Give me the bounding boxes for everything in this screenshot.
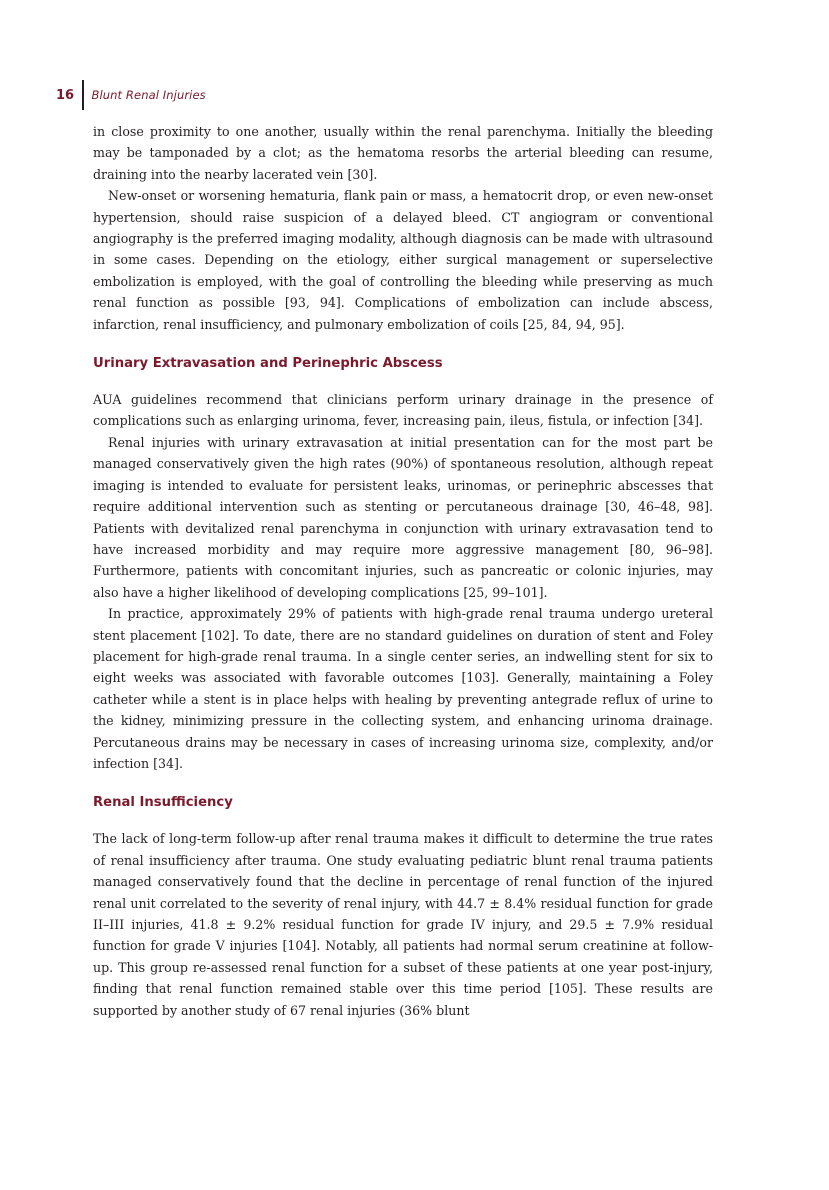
paragraph-delayed-bleed: New-onset or worsening hematuria, flank pain or mass, a hematocrit drop, or even new-onset hypertension, should raise suspicion of a delayed bleed. CT angiogram or conventional angiography is the preferred imaging modality, although diagnosis can be made with ultrasound in some cases. Depending on the etiology, either surgical management or superselective embolization is employed, with the goal of controlling the bleeding while preserving as much renal function as possible [93, 94]. Complications of embolization can include abscess, infarction, renal insufficiency, and pulmonary embolization of coils [25, 84, 94, 95]. (93, 188, 713, 332)
paragraph-renal-insufficiency: The lack of long-term follow-up after renal trauma makes it difficult to determine the true rates of renal insufficiency after trauma. One study evaluating pediatric blunt renal trauma patients managed conservatively found that the decline in percentage of renal function of the injured renal unit correlated to the severity of renal injury, with 44.7 ± 8.4% residual function for grade II–III injuries, 41.8 ± 9.2% residual function for grade IV injury, and 29.5 ± 7.9% residual function for grade V injuries [104]. Notably, all patients had normal serum creatinine at follow-up. This group re-assessed renal function for a subset of these patients at one year post-injury, finding that renal function remained stable over this time period [105]. These results are supported by another study of 67 renal injuries (36% blunt (93, 831, 713, 1018)
section-heading-renal-insufficiency: Renal Insufficiency (93, 795, 233, 811)
running-title: Blunt Renal Injuries (91, 88, 206, 102)
paragraph-extravasation-management: Renal injuries with urinary extravasation at initial presentation can for the most part be managed conservatively given the high rates (90%) of spontaneous resolution, although repeat imaging is intended to evaluate for persistent leaks, urinomas, or perinephric abscesses that require additional intervention such as stenting or percutaneous drainage [30, 46–48, 98]. Patients with devitalized renal parenchyma in conjunction with urinary extravasation tend to have increased morbidity and may require more aggressive management [80, 96–98]. Furthermore, patients with concomitant injuries, such as pancreatic or colonic injuries, may also have a higher likelihood of developing complications [25, 99–101]. (93, 434, 713, 600)
section-heading-urinary-extravasation: Urinary Extravasation and Perinephric Abscess (93, 356, 443, 372)
paragraph-stent-placement: In practice, approximately 29% of patients with high-grade renal trauma undergo ureteral stent placement [102]. To date, there are no standard guidelines on duration of stent and Foley placement for high-grade renal trauma. In a single center series, an indwelling stent for six to eight weeks was associated with favorable outcomes [103]. Generally, maintaining a Foley catheter while a stent is in place helps with healing by preventing antegrade reflux of urine to the kidney, minimizing pressure in the collecting system, and enhancing urinoma drainage. Percutaneous drains may be necessary in cases of increasing urinoma size, complexity, and/or infection [34]. (93, 606, 713, 771)
paragraph-continued: in close proximity to one another, usually within the renal parenchyma. Initially the bleeding may be tamponaded by a clot; as the hematoma resorbs the arterial bleeding can resume, draining into the nearby lacerated vein [30]. (93, 124, 713, 182)
paragraph-aua-guidelines: AUA guidelines recommend that clinicians perform urinary drainage in the presence of complications such as enlarging urinoma, fever, increasing pain, ileus, fistula, or infection [34]. (93, 392, 713, 429)
page-number: 16 (56, 87, 75, 103)
header-divider (82, 80, 84, 110)
body-text (93, 121, 713, 1021)
running-head (56, 80, 206, 110)
